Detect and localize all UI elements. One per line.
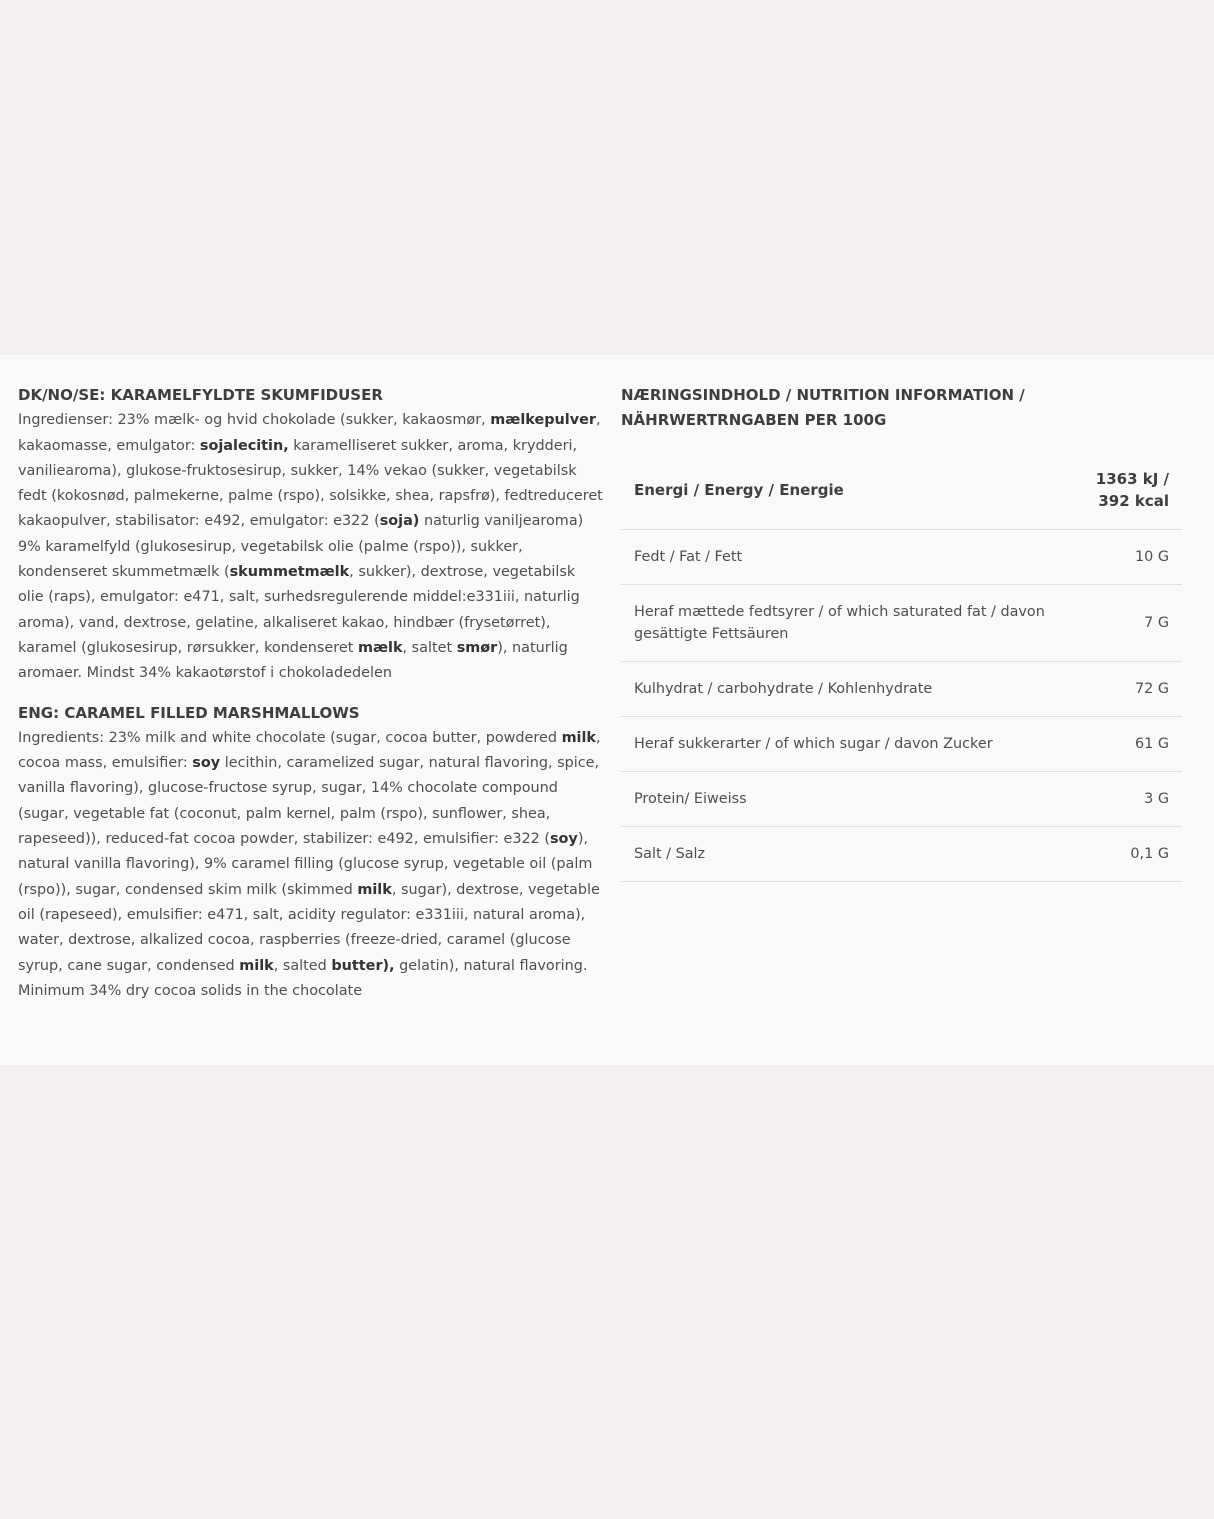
ingredient-text: Ingredienser: 23% mælk- og hvid chokolade (sukker, kakaosmør,	[18, 412, 491, 429]
product-info-panel	[0, 355, 1214, 1065]
ingredient-text: lecithin, caramelized sugar, natural flavoring, spice, vanilla flavoring), glucose-fructose syrup, sugar, 14% chocolate compound (sugar, vegetable fat (coconut, palm kernel, palm (rspo), sunflower, shea, rapeseed)), reduced-fat cocoa powder, stabilizer: e492, emulsifier: e322 (	[18, 755, 600, 848]
nutrition-label: Kulhydrat / carbohydrate / Kohlenhydrate	[634, 680, 933, 697]
ingredient-text: ), natural vanilla flavoring), 9% caramel filling (glucose syrup, vegetable oil (palm (rspo)), sugar, condensed skim milk (skimmed	[18, 831, 593, 898]
dk-ingredients-heading: DK/NO/SE: KARAMELFYLDTE SKUMFIDUSER	[18, 386, 383, 404]
allergen-text: milk	[561, 729, 596, 746]
nutrition-value: 10 G	[1134, 548, 1169, 565]
allergen-text: smør	[456, 639, 498, 656]
nutrition-label: Salt / Salz	[634, 845, 706, 862]
allergen-text: milk	[239, 957, 274, 974]
dk-ingredients-text	[18, 408, 603, 686]
ingredients-column	[18, 383, 603, 1004]
allergen-text: soy	[192, 755, 221, 772]
ingredient-text: , cocoa mass, emulsifier:	[18, 729, 601, 772]
nutrition-label: Heraf sukkerarter / of which sugar / davon Zucker	[634, 735, 993, 752]
eng-ingredients-text	[18, 726, 603, 1004]
ingredient-text: Ingredients: 23% milk and white chocolate (sugar, cocoa butter, powdered	[18, 729, 562, 746]
ingredient-text: , sugar), dextrose, vegetable oil (rapeseed), emulsifier: e471, salt, acidity regulator: e331iii, natural aroma), water, dextrose, alkalized cocoa, raspberries (freeze-dried, caramel (glucose syrup, cane sugar, condensed	[18, 881, 600, 974]
allergen-text: milk	[357, 881, 392, 898]
nutrition-row-sugar	[621, 717, 1182, 772]
nutrition-value: 7 G	[1144, 614, 1169, 631]
nutrition-row-energy	[621, 452, 1182, 530]
ingredient-text: , saltet	[402, 639, 457, 656]
nutrition-label: Heraf mættede fedtsyrer / of which saturated fat / davon gesättigte Fettsäuren	[634, 603, 1045, 642]
allergen-text: soja)	[379, 513, 420, 530]
allergen-text: mælk	[357, 639, 403, 656]
ingredient-text: naturlig vaniljearoma) 9% karamelfyld (glukosesirup, vegetabilsk olie (palme (rspo)), sukker, kondenseret skummetmælk (	[18, 513, 584, 581]
eng-ingredients-heading: ENG: CARAMEL FILLED MARSHMALLOWS	[18, 703, 360, 722]
nutrition-row-salt	[621, 827, 1182, 882]
nutrition-label: Energi / Energy / Energie	[634, 481, 844, 500]
allergen-text: ),	[382, 957, 395, 974]
ingredient-text: , sukker), dextrose, vegetabilsk olie (raps), emulgator: e471, salt, surhedsregulerende middel:e331iii, naturlig aroma), vand, dextrose, gelatine, alkaliseret kakao, hindbær (frysetørret), karamel (glukosesirup, rørsukker, kondenseret	[18, 564, 580, 656]
nutrition-column	[621, 383, 1182, 882]
nutrition-row-saturated-fat	[621, 585, 1182, 662]
nutrition-value: 0,1 G	[1130, 845, 1169, 862]
nutrition-row-carbohydrate	[621, 662, 1182, 717]
nutrition-row-protein	[621, 772, 1182, 827]
nutrition-table	[621, 452, 1182, 882]
allergen-text: sojalecitin,	[199, 437, 289, 454]
allergen-text: skummetmælk	[229, 564, 350, 581]
ingredient-text: ), naturlig aromaer. Mindst 34% kakaotørstof i chokoladedelen	[18, 639, 568, 682]
nutrition-value: 72 G	[1134, 680, 1169, 697]
nutrition-label: Protein/ Eiweiss	[634, 790, 747, 807]
nutrition-value: 3 G	[1144, 790, 1169, 807]
nutrition-heading-line2: NÄHRWERTRNGABEN PER 100G	[621, 411, 887, 430]
nutrition-value: 61 G	[1134, 735, 1169, 752]
ingredient-text: karamelliseret sukker, aroma, krydderi, vaniliearoma), glukose-fruktosesirup, sukker, 14% vekao (sukker, vegetabilsk fedt (kokosnød, palmekerne, palme (rspo), solsikke, shea, rapsfrø), fedtreduceret kakaopulver, stabilisator: e492, emulgator: e322 (	[18, 437, 603, 530]
allergen-text: butter	[331, 957, 383, 974]
nutrition-heading-line1: NÆRINGSINDHOLD / NUTRITION INFORMATION /	[621, 386, 1025, 404]
ingredient-text: gelatin), natural flavoring. Minimum 34% dry cocoa solids in the chocolate	[18, 957, 588, 999]
nutrition-label: Fedt / Fat / Fett	[634, 548, 743, 565]
allergen-text: soy	[549, 831, 578, 848]
ingredient-text: , salted	[273, 957, 332, 974]
nutrition-value: 1363 kJ / 392 kcal	[1095, 470, 1169, 511]
allergen-text: mælkepulver	[490, 412, 596, 429]
nutrition-row-fat	[621, 530, 1182, 585]
ingredient-text: , kakaomasse, emulgator:	[18, 412, 601, 454]
